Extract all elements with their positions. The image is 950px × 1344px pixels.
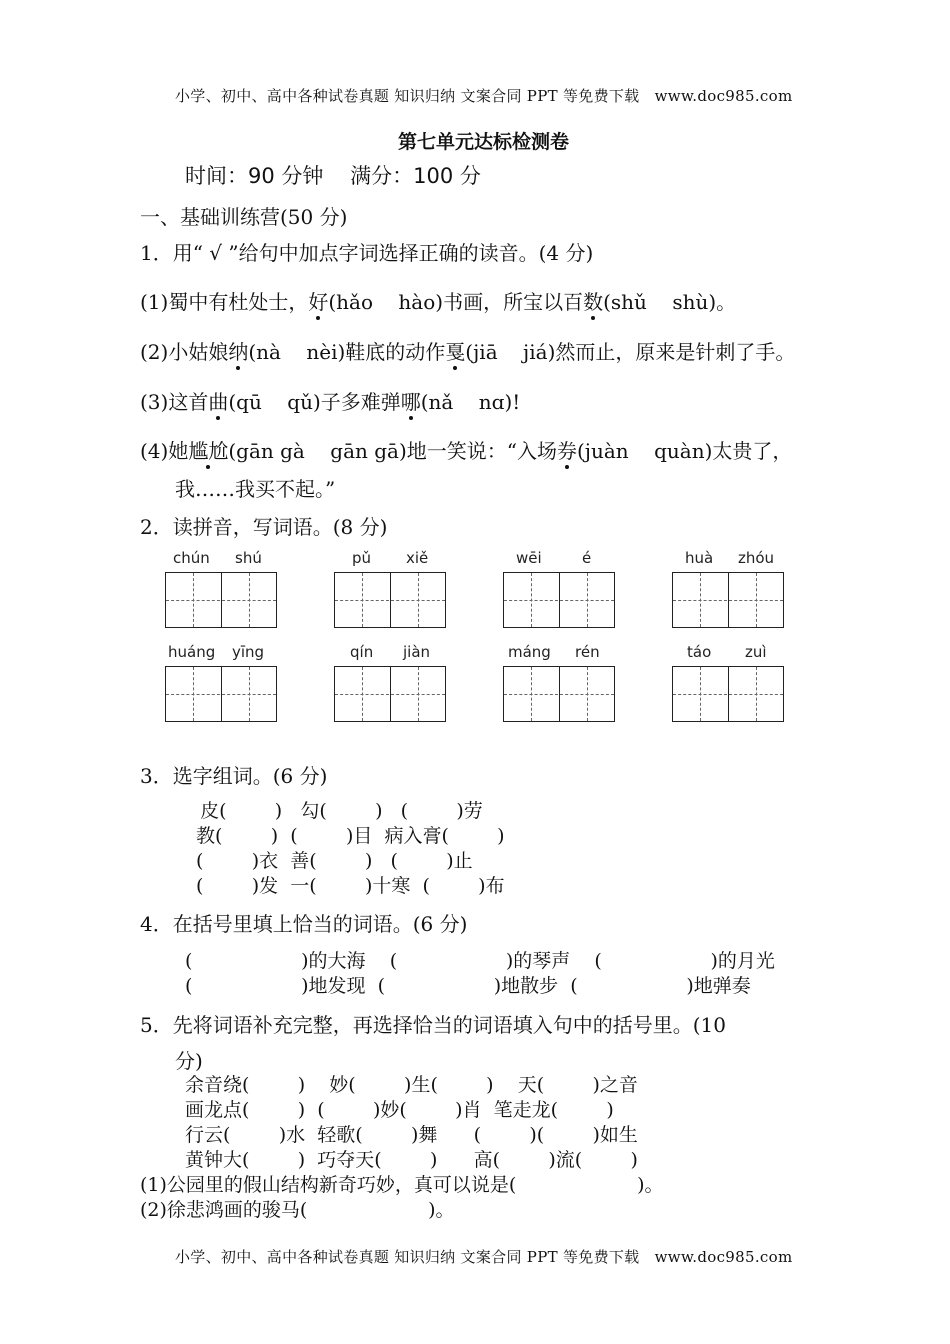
pinyin: é xyxy=(582,549,592,567)
writing-grid[interactable] xyxy=(334,572,446,628)
q3-line: 皮( ) 勾( ) ( )劳 xyxy=(188,800,483,822)
pinyin: pǔ xyxy=(352,549,372,567)
q4-heading: 4．在括号里填上恰当的词语。(6 分) xyxy=(140,912,468,936)
pinyin: shú xyxy=(235,549,262,567)
pinyin: huáng xyxy=(168,643,216,661)
pinyin: zhóu xyxy=(738,549,775,567)
dotted-char: 券 xyxy=(557,435,577,464)
pinyin: táo xyxy=(687,643,712,661)
dotted-char: 戛 xyxy=(445,336,465,365)
dotted-char: 尴尬 xyxy=(188,435,228,464)
q2-heading: 2．读拼音，写词语。(8 分) xyxy=(140,515,388,539)
pinyin: qín xyxy=(350,643,374,661)
q1-sentence-1: (1)蜀中有杜处士，好(hǎo hào)书画，所宝以百数(shǔ shù)。 xyxy=(140,286,736,315)
page-footer: 小学、初中、高中各种试卷真题 知识归纳 文案合同 PPT 等免费下载 www.doc985.com xyxy=(175,1248,793,1266)
dotted-char: 纳 xyxy=(228,336,248,365)
pinyin: máng xyxy=(508,643,551,661)
q3-line: 教( ) ( )目 病入膏( ) xyxy=(196,825,505,847)
dotted-char: 数 xyxy=(583,286,603,315)
pinyin: chún xyxy=(173,549,210,567)
writing-grid[interactable] xyxy=(672,572,784,628)
q1-sentence-3: (3)这首曲(qū qǔ)子多难弹哪(nǎ nɑ)! xyxy=(140,386,520,415)
page-title: 第七单元达标检测卷 xyxy=(398,131,570,153)
q4-line: ( )的大海 ( )的琴声 ( )的月光 xyxy=(185,950,775,972)
pinyin: rén xyxy=(575,643,600,661)
q1-sentence-2: (2)小姑娘纳(nà nèi)鞋底的动作戛(jiā jiá)然而止，原来是针刺了手。 xyxy=(140,336,795,365)
section-heading: 一、基础训练营(50 分) xyxy=(140,205,348,229)
writing-grid[interactable] xyxy=(165,666,277,722)
q5-line: 行云( )水 轻歌( )舞 ( )( )如生 xyxy=(185,1124,638,1146)
dotted-char: 哪 xyxy=(401,386,421,415)
dotted-char: 好 xyxy=(308,286,328,315)
pinyin: huà xyxy=(685,549,714,567)
pinyin: zuì xyxy=(745,643,767,661)
pinyin: jiàn xyxy=(403,643,431,661)
writing-grid[interactable] xyxy=(503,666,615,722)
q5-heading: 5．先将词语补充完整，再选择恰当的词语填入句中的括号里。(10 xyxy=(140,1013,726,1037)
pinyin: wēi xyxy=(516,549,542,567)
q5-line: 余音绕( ) 妙( )生( ) 天( )之音 xyxy=(185,1074,638,1096)
exam-meta: 时间：90 分钟 满分：100 分 xyxy=(185,164,481,188)
q1-heading: 1．用“ √ ”给句中加点字词选择正确的读音。(4 分) xyxy=(140,241,594,265)
writing-grid[interactable] xyxy=(503,572,615,628)
writing-grid[interactable] xyxy=(672,666,784,722)
q5-fill-1: (1)公园里的假山结构新奇巧妙，真可以说是( )。 xyxy=(140,1174,664,1196)
dotted-char: 曲 xyxy=(208,386,228,415)
q3-line: ( )衣 善( ) ( )止 xyxy=(196,850,473,872)
q5-heading-cont: 分) xyxy=(175,1049,203,1073)
q3-heading: 3．选字组词。(6 分) xyxy=(140,764,328,788)
q3-line: ( )发 一( )十寒 ( )布 xyxy=(196,875,505,897)
writing-grid[interactable] xyxy=(334,666,446,722)
q1-sentence-4-cont: 我……我买不起。” xyxy=(175,477,336,501)
q1-sentence-4: (4)她尴尬(gān gà gān gā)地一笑说：“入场券(juàn quàn)太贵了， xyxy=(140,435,792,464)
q5-fill-2: (2)徐悲鸿画的骏马( )。 xyxy=(140,1199,455,1221)
q5-line: 黄钟大( ) 巧夺天( ) 高( )流( ) xyxy=(185,1149,638,1171)
pinyin: yīng xyxy=(232,643,265,661)
writing-grid[interactable] xyxy=(165,572,277,628)
q5-line: 画龙点( ) ( )妙( )肖 笔走龙( ) xyxy=(185,1099,614,1121)
page-header: 小学、初中、高中各种试卷真题 知识归纳 文案合同 PPT 等免费下载 www.doc985.com xyxy=(175,87,793,105)
pinyin: xiě xyxy=(406,549,429,567)
q4-line: ( )地发现 ( )地散步 ( )地弹奏 xyxy=(185,975,751,997)
